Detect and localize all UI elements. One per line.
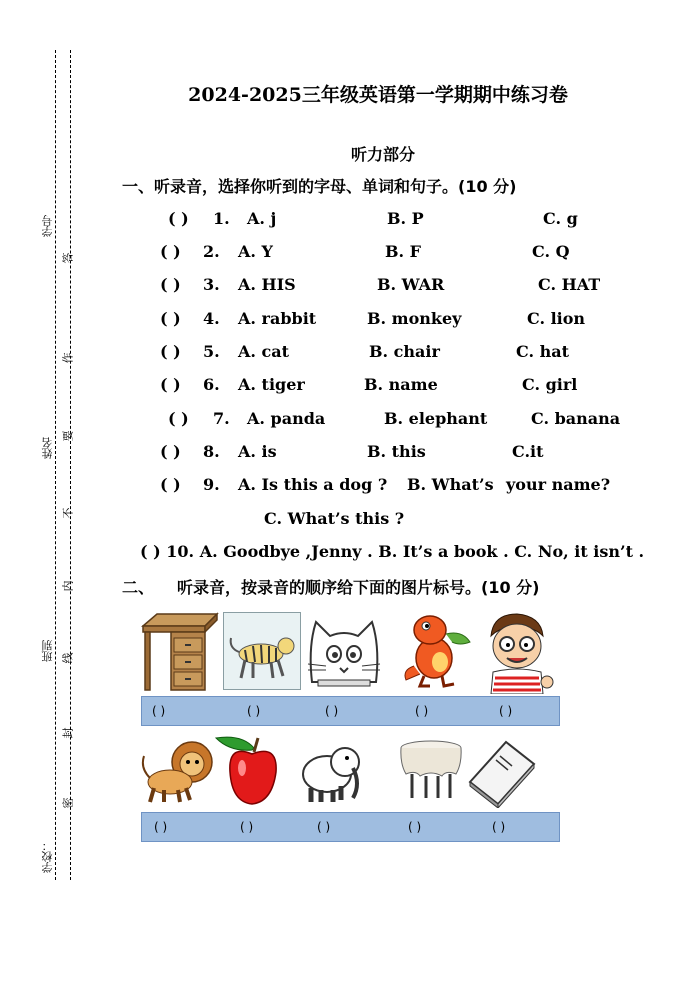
option-b: B. this [367, 442, 426, 461]
answer-slot[interactable]: ( ) [152, 704, 166, 718]
apple-picture [212, 730, 294, 806]
seal-char-2: 作 [61, 352, 75, 364]
margin-label-banbie: 班别 [41, 640, 54, 662]
seal-char-6: 线 [61, 652, 75, 664]
seal-char-7: 封 [61, 727, 75, 739]
answer-paren[interactable]: ( ) [160, 309, 181, 328]
answer-paren[interactable]: ( ) [168, 209, 189, 228]
question-num: 2. [203, 242, 220, 261]
margin-line-left [55, 50, 56, 880]
cat-picture [304, 612, 384, 688]
answer-slot[interactable]: ( ) [247, 704, 261, 718]
answer-slot[interactable]: ( ) [415, 704, 429, 718]
answer-slot[interactable]: ( ) [408, 820, 422, 834]
answer-slot[interactable]: ( ) [317, 820, 331, 834]
elephant-picture [297, 738, 365, 806]
answer-paren[interactable]: ( ) [160, 375, 181, 394]
option-a: A. j [247, 209, 277, 228]
question-num: 9. [203, 475, 220, 494]
answer-paren[interactable]: ( ) [160, 242, 181, 261]
question-num: 6. [203, 375, 220, 394]
dinosaur-picture [400, 612, 474, 688]
table-picture [396, 738, 466, 800]
option-b: B. chair [369, 342, 440, 361]
answer-slot[interactable]: ( ) [325, 704, 339, 718]
option-c: C.it [512, 442, 544, 461]
answer-paren[interactable]: ( ) [160, 275, 181, 294]
desk-picture [141, 612, 219, 692]
option-a: A. cat [238, 342, 290, 361]
option-b: B. WAR [377, 275, 445, 294]
question-num: 3. [203, 275, 220, 294]
section-subtitle: 听力部分 [350, 145, 415, 164]
answer-slot[interactable]: ( ) [154, 820, 168, 834]
option-b: B. What’s [407, 475, 494, 494]
lion-picture [140, 738, 214, 804]
book-picture [466, 738, 538, 808]
option-b: B. P [387, 209, 424, 228]
answer-bar-row2 [141, 812, 560, 842]
answer-paren[interactable]: ( ) [160, 475, 181, 494]
answer-paren[interactable]: ( ) [160, 342, 181, 361]
answer-paren[interactable]: ( ) [160, 442, 181, 461]
option-b: B. monkey [367, 309, 462, 328]
option-a: A. panda [247, 409, 326, 428]
option-a: A. Y [238, 242, 273, 261]
option-c: C. Q [532, 242, 570, 261]
answer-bar-row1 [141, 696, 560, 726]
option-c: C. hat [516, 342, 569, 361]
question-num: 4. [203, 309, 220, 328]
tiger-picture [223, 612, 301, 690]
question-num: 7. [213, 409, 230, 428]
answer-slot[interactable]: ( ) [499, 704, 513, 718]
option-a: A. Is this a dog ? [238, 475, 388, 494]
question-10: ( ) 10. A. Goodbye ,Jenny . B. It’s a book . C. No, it isn’t . [140, 542, 645, 561]
option-c: C. lion [527, 309, 586, 328]
option-b: B. F [385, 242, 422, 261]
option-a: A. tiger [238, 375, 305, 394]
question-num: 5. [203, 342, 220, 361]
margin-line-right [70, 50, 71, 880]
boy-picture [483, 612, 555, 694]
margin-label-xuexiao: 学校： [41, 840, 54, 873]
answer-paren[interactable]: ( ) [168, 409, 189, 428]
option-c: your name? [506, 475, 611, 494]
question-9-line2: C. What’s this ? [264, 509, 405, 528]
question-num: 8. [203, 442, 220, 461]
answer-slot[interactable]: ( ) [492, 820, 506, 834]
option-b: B. elephant [384, 409, 488, 428]
section2-heading: 听录音，按录音的顺序给下面的图片标号。(10 分) [177, 578, 540, 597]
option-c: C. banana [531, 409, 621, 428]
seal-char-1: 答 [61, 252, 75, 264]
section1-heading: 一、听录音，选择你听到的字母、单词和句子。(10 分) [122, 177, 517, 196]
option-a: A. rabbit [238, 309, 317, 328]
option-b: B. name [364, 375, 438, 394]
margin-label-xingming: 姓名 [41, 437, 54, 459]
option-c: C. HAT [538, 275, 601, 294]
option-a: A. is [238, 442, 277, 461]
answer-slot[interactable]: ( ) [240, 820, 254, 834]
question-num: 1. [213, 209, 230, 228]
option-c: C. girl [522, 375, 578, 394]
section2-number: 二、 [122, 578, 155, 597]
margin-label-xuehao: 学号 [41, 215, 54, 237]
page-title: 2024-2025三年级英语第一学期期中练习卷 [188, 84, 568, 106]
option-c: C. g [543, 209, 578, 228]
seal-char-3: 要 [61, 430, 75, 442]
seal-char-5: 内 [61, 580, 75, 592]
seal-char-4: 不 [61, 507, 75, 519]
option-a: A. HIS [238, 275, 296, 294]
seal-char-8: 密 [61, 797, 75, 809]
